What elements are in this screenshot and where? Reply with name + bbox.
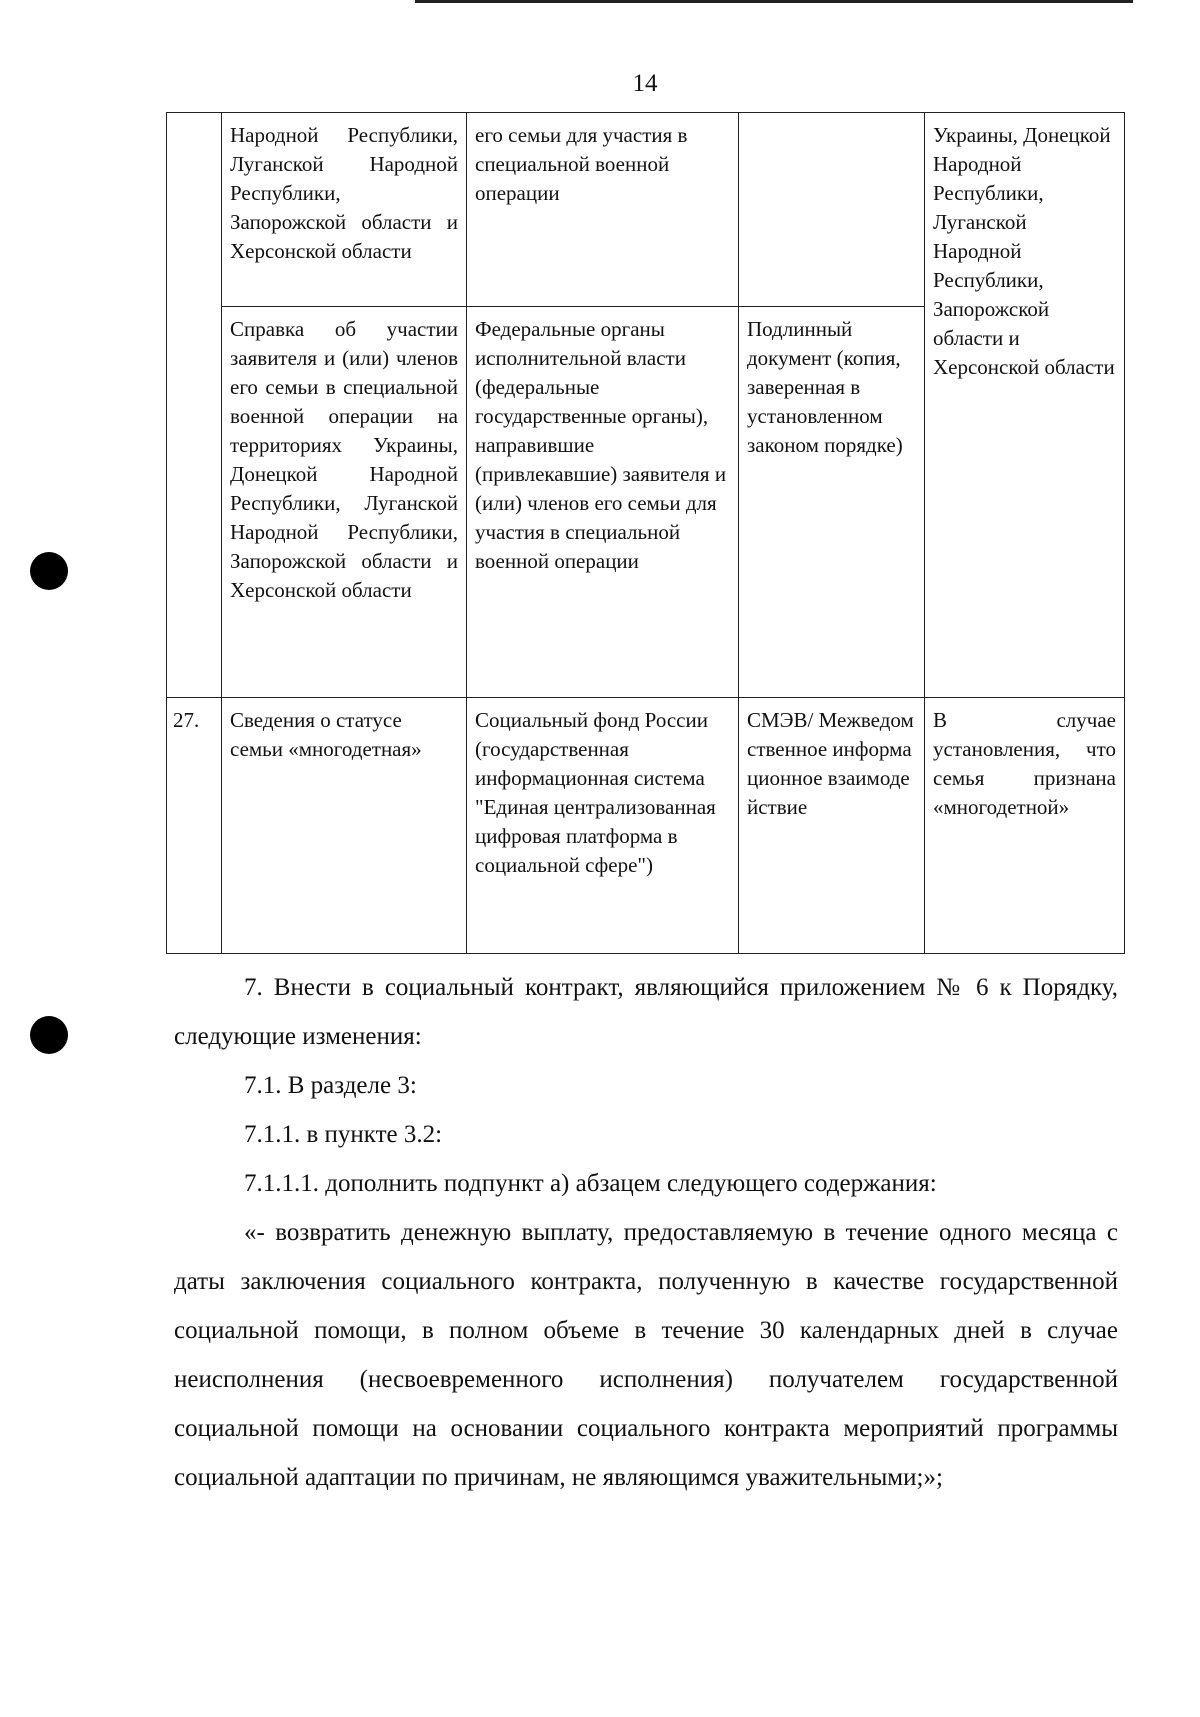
table-cell-condition: В случае установления, что семья признана «многодетной» — [925, 698, 1125, 954]
scan-top-edge-line — [415, 0, 1133, 3]
table-cell-source: Социальный фонд России (государственная информационная система "Единая централизованная цифровая платформа в социальной сфере") — [467, 698, 739, 954]
paragraph-7-1-1-1: 7.1.1.1. дополнить подпункт а) абзацем следующего содержания: — [244, 1170, 937, 1197]
table-cell-method: СМЭВ/ Межведомственное информационное взаимодействие — [739, 698, 925, 954]
table-cell-source: Федеральные органы исполнительной власти (федеральные государственные органы), направившие (привлекавшие) заявителя и (или) членов его семьи для участия в специальной военной операции — [467, 307, 739, 698]
paragraph-7: 7. Внести в социальный контракт, являющийся приложением № 6 к Порядку, следующие изменения: — [174, 974, 1118, 1050]
table-cell-number — [167, 113, 222, 698]
table-cell-document-name: Справка об участии заявителя и (или) членов его семьи в специальной военной операции на территориях Украины, Донецкой Народной Республики, Луганской Народной Республики, Запорожской области и Херсонской области — [222, 307, 467, 698]
table-cell-source: его семьи для участия в специальной военной операции — [467, 113, 739, 307]
binder-hole-top — [30, 552, 68, 590]
paragraph-7-1: 7.1. В разделе 3: — [244, 1072, 417, 1099]
table-cell-number: 27. — [167, 698, 222, 954]
body-text — [174, 963, 1118, 1502]
page-number: 14 — [632, 70, 658, 97]
table-row — [167, 113, 1125, 307]
table-cell-method: Подлинный документ (копия, заверенная в установленном законом порядке) — [739, 307, 925, 698]
binder-hole-bottom — [30, 1016, 68, 1054]
table-cell-document-name: Сведения о статусе семьи «многодетная» — [222, 698, 467, 954]
table-cell-condition: Украины, Донецкой Народной Республики, Луганской Народной Республики, Запорожской области и Херсонской области — [925, 113, 1125, 698]
table-row — [167, 698, 1125, 954]
documents-table — [166, 112, 1125, 954]
paragraph-7-1-1: 7.1.1. в пункте 3.2: — [244, 1121, 443, 1148]
table-cell-document-name: Народной Республики, Луганской Народной Республики, Запорожской области и Херсонской области — [222, 113, 467, 307]
table-cell-method — [739, 113, 925, 307]
quoted-paragraph: «- возвратить денежную выплату, предоставляемую в течение одного месяца с даты заключения социального контракта, полученную в качестве государственной социальной помощи, в полном объеме в течение 30 календарных дней в случае неисполнения (несвоевременного исполнения) получателем государственной социальной помощи на основании социального контракта мероприятий программы социальной адаптации по причинам, не являющимся уважительными;»; — [174, 1219, 1118, 1491]
